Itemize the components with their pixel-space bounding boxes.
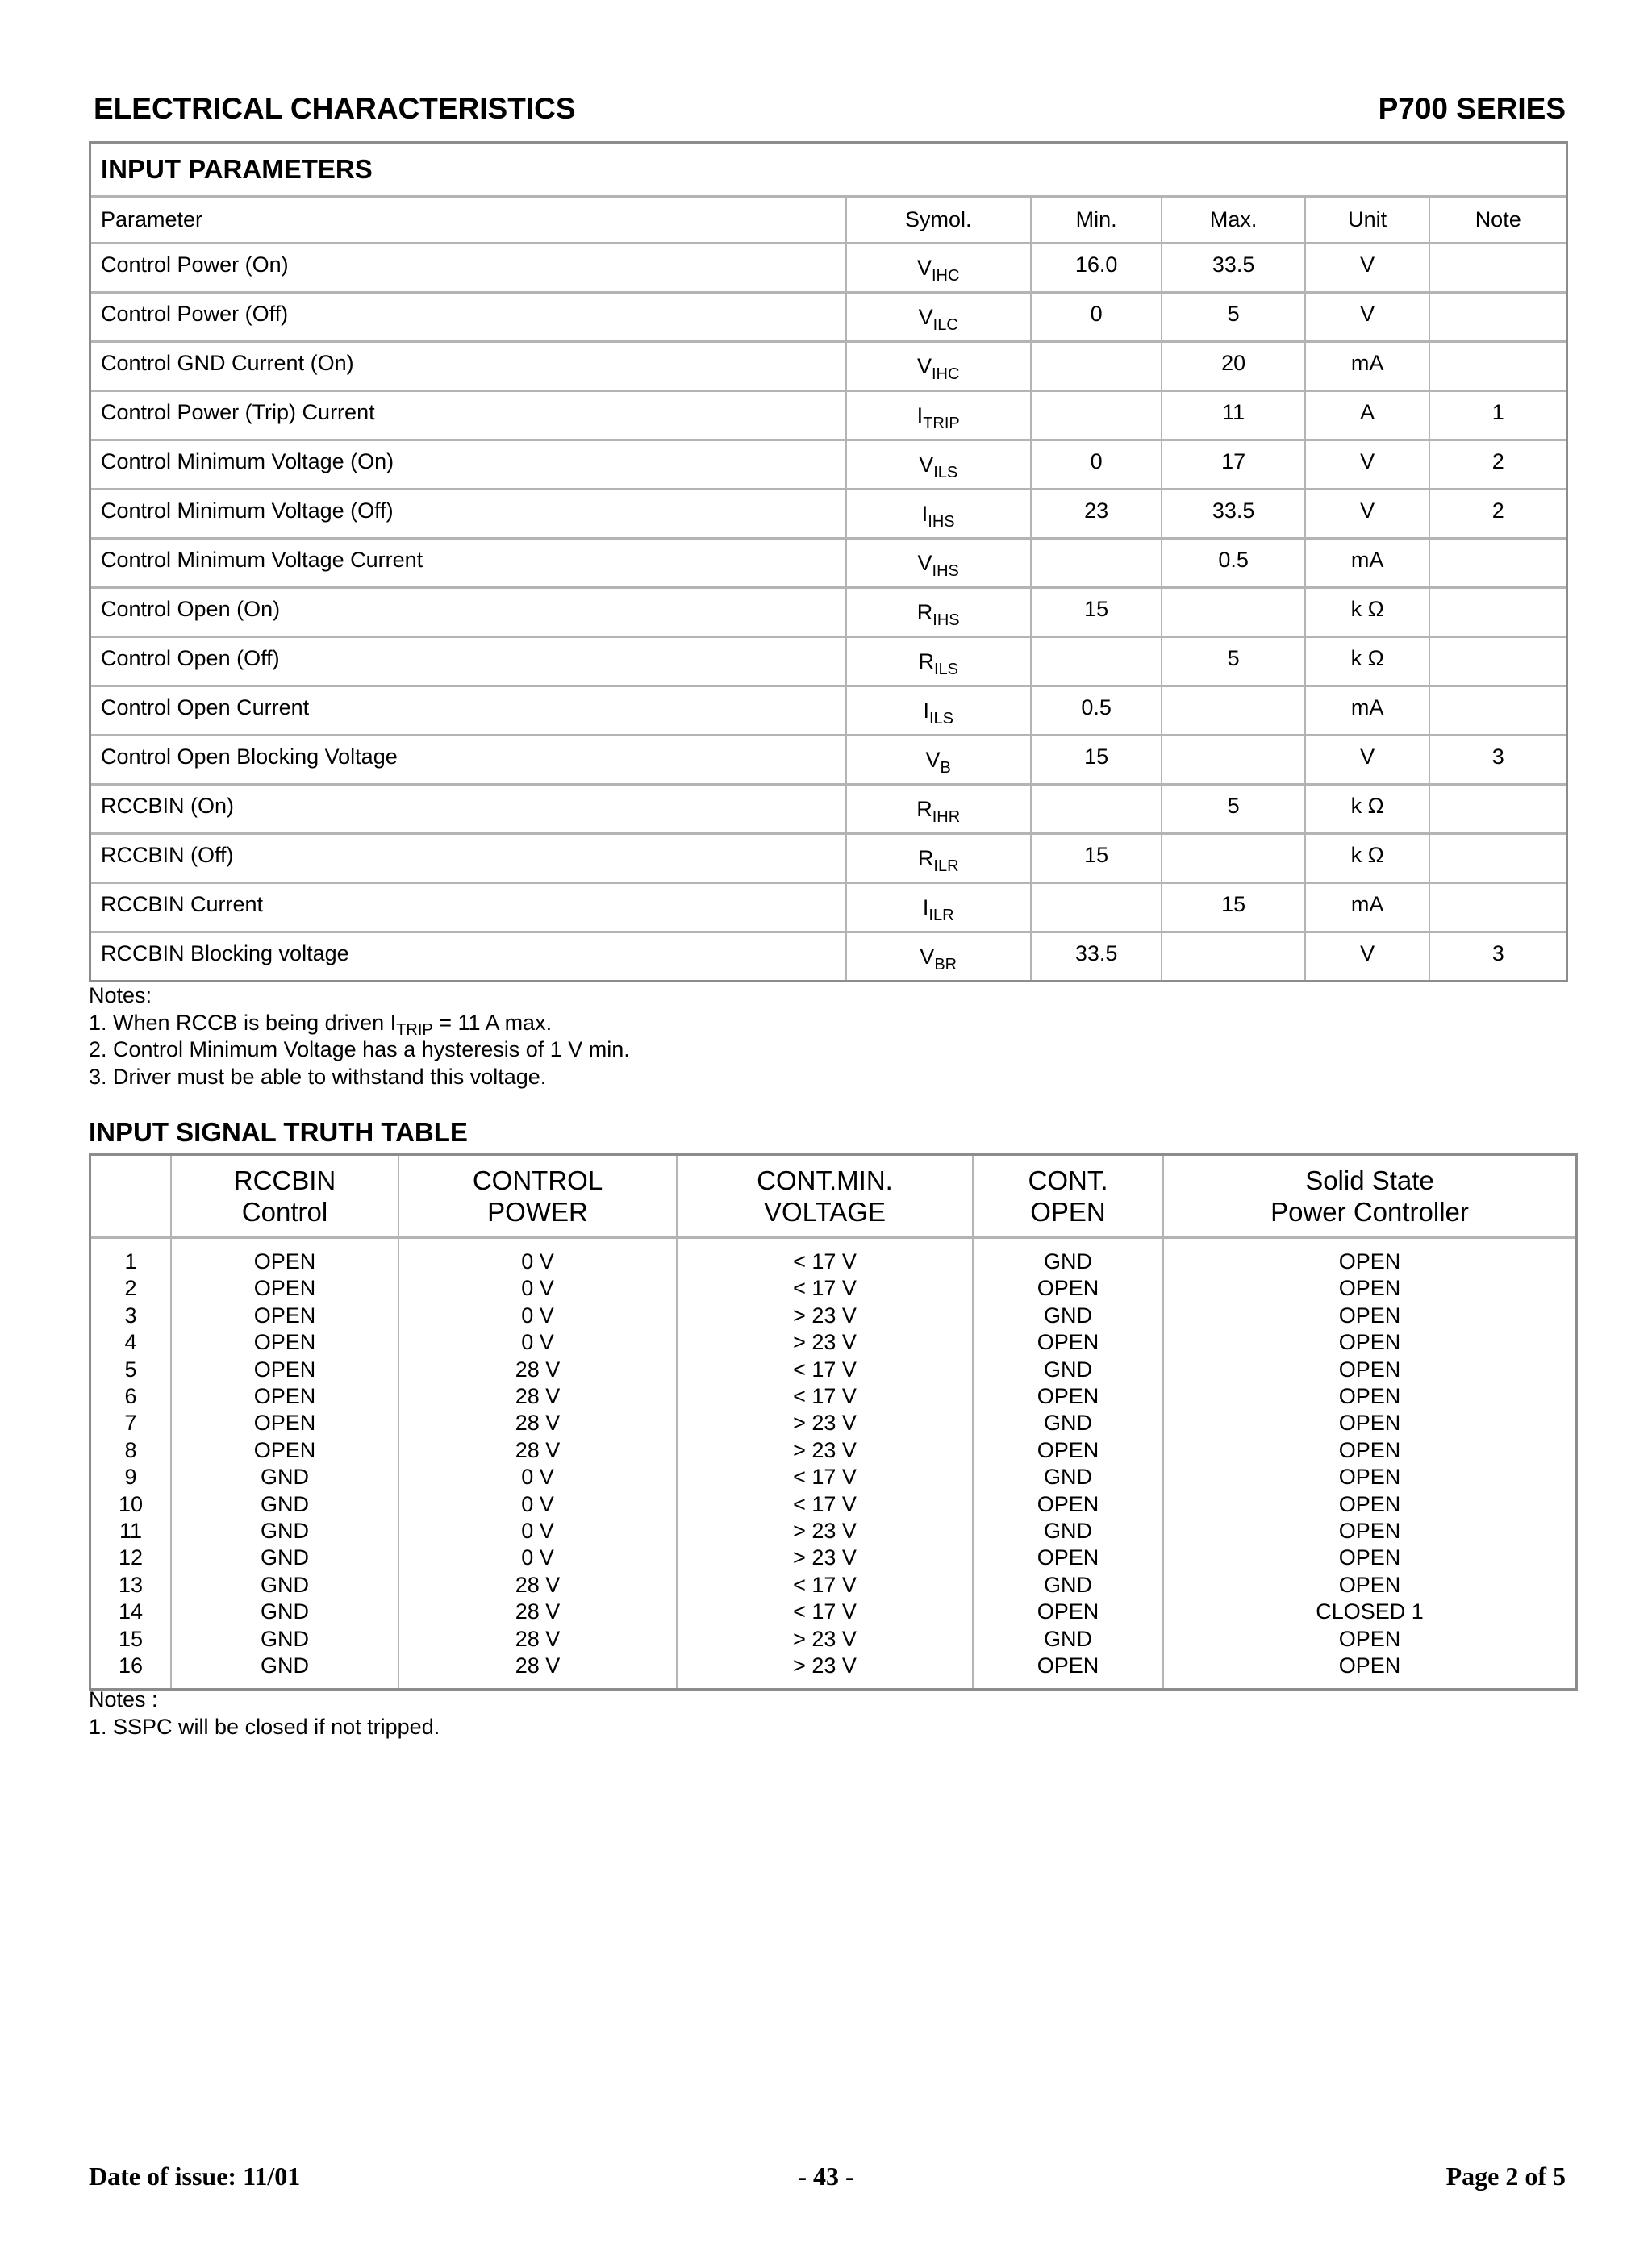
param-symbol: $V_{IHC}$ [847,343,1032,392]
param-symbol: $I_{ILR}$ [847,884,1032,933]
param-max: 0.5 [1162,540,1305,589]
param-name: Control Power (Trip) Current [91,392,847,441]
param-min: 0.5 [1032,687,1163,736]
param-unit: k Ω [1306,786,1431,835]
param-name: RCCBIN (On) [91,786,847,835]
param-name: Control Open Current [91,687,847,736]
param-min [1032,540,1163,589]
truth-table [89,1153,1578,1691]
param-symbol: $I_{IHS}$ [847,490,1032,540]
truth-col-header [91,1156,172,1239]
param-min: 33.5 [1032,933,1163,980]
param-min [1032,638,1163,687]
param-note [1430,294,1566,343]
truth-body-row [91,1239,1575,1688]
param-unit: mA [1306,343,1431,392]
note-3: 3. Driver must be able to withstand this voltage. [89,1064,547,1089]
table-row [91,540,1566,589]
param-note [1430,244,1566,294]
col-header: Max. [1162,198,1305,244]
param-max: 33.5 [1162,244,1305,294]
table-row [91,835,1566,884]
truth-col-header: Solid State Power Controller [1164,1156,1575,1239]
param-min [1032,343,1163,392]
param-unit: V [1306,933,1431,980]
note-1: 1. When RCCB is being driven $I_{TRIP} = 11$ A max. [89,1010,553,1039]
param-name: Control Minimum Voltage (On) [91,441,847,490]
param-max [1162,835,1305,884]
param-unit: mA [1306,687,1431,736]
param-symbol: $V_{ILC}$ [847,294,1032,343]
param-min [1032,392,1163,441]
param-name: Control Open (On) [91,589,847,638]
param-unit: k Ω [1306,589,1431,638]
param-max: 5 [1162,786,1305,835]
param-min: 15 [1032,736,1163,786]
table-row [91,441,1566,490]
truth-col-header: CONT. OPEN [974,1156,1164,1239]
param-unit: V [1306,490,1431,540]
footer-page-number: - 43 - [798,2162,854,2191]
table-row [91,392,1566,441]
param-max: 33.5 [1162,490,1305,540]
param-note: 2 [1430,441,1566,490]
param-symbol: $V_{IHC}$ [847,244,1032,294]
table-row [91,884,1566,933]
truth-col-minvolt: < 17 V < 17 V > 23 V > 23 V < 17 V < 17 V > 23 V > 23 V < 17 V < 17 V > 23 V > 23 V < 17 V < 17 V > 23 V > 23 V [678,1239,974,1688]
param-max: 5 [1162,638,1305,687]
param-symbol: $V_{ILS}$ [847,441,1032,490]
param-max [1162,933,1305,980]
param-name: Control Minimum Voltage (Off) [91,490,847,540]
table-row [91,933,1566,980]
param-unit: A [1306,392,1431,441]
col-header: Min. [1032,198,1163,244]
input-parameters-notes [89,982,630,1090]
notes-heading: Notes : [89,1687,158,1712]
truth-col-rccbin: OPEN OPEN OPEN OPEN OPEN OPEN OPEN OPEN GND GND GND GND GND GND GND GND [172,1239,399,1688]
param-name: RCCBIN Current [91,884,847,933]
param-note: 3 [1430,736,1566,786]
param-min: 0 [1032,294,1163,343]
param-max: 15 [1162,884,1305,933]
col-header: Symol. [847,198,1032,244]
param-name: Control Power (Off) [91,294,847,343]
param-unit: V [1306,294,1431,343]
param-name: Control GND Current (On) [91,343,847,392]
param-name: RCCBIN (Off) [91,835,847,884]
truth-header-row [91,1156,1575,1239]
param-symbol: $V_{BR}$ [847,933,1032,980]
param-name: Control Power (On) [91,244,847,294]
param-note [1430,835,1566,884]
param-min: 15 [1032,589,1163,638]
table-row [91,687,1566,736]
param-min: 23 [1032,490,1163,540]
param-unit: V [1306,736,1431,786]
param-min [1032,884,1163,933]
param-unit: k Ω [1306,835,1431,884]
col-header: Unit [1306,198,1431,244]
table-row [91,589,1566,638]
param-symbol: $V_B$ [847,736,1032,786]
param-min: 15 [1032,835,1163,884]
param-note [1430,884,1566,933]
truth-col-header: RCCBIN Control [172,1156,399,1239]
param-max [1162,736,1305,786]
table-row [91,736,1566,786]
param-name: Control Open (Off) [91,638,847,687]
param-note: 1 [1430,392,1566,441]
note-1: 1. SSPC will be closed if not tripped. [89,1714,440,1739]
truth-col-header: CONT.MIN. VOLTAGE [678,1156,974,1239]
table-row [91,638,1566,687]
param-max [1162,687,1305,736]
param-note [1430,589,1566,638]
table-header-row [91,198,1566,244]
param-name: RCCBIN Blocking voltage [91,933,847,980]
param-max [1162,589,1305,638]
param-name: Control Open Blocking Voltage [91,736,847,786]
truth-col-header: CONTROL POWER [399,1156,678,1239]
table-row [91,294,1566,343]
col-header: Note [1430,198,1566,244]
param-min: 0 [1032,441,1163,490]
param-max: 11 [1162,392,1305,441]
param-note: 3 [1491,941,1504,965]
truth-table-title: INPUT SIGNAL TRUTH TABLE [89,1117,468,1147]
param-unit: V [1306,441,1431,490]
param-name: Control Minimum Voltage Current [91,540,847,589]
param-symbol: $V_{IHS}$ [847,540,1032,589]
input-parameters-table [89,141,1568,982]
param-note [1430,343,1566,392]
param-note: 2 [1430,490,1566,540]
input-parameters-title: INPUT PARAMETERS [91,144,1566,198]
param-symbol: $R_{ILR}$ [847,835,1032,884]
table-row [91,490,1566,540]
note-2: 2. Control Minimum Voltage has a hysteresis of 1 V min. [89,1037,630,1061]
table-row [91,244,1566,294]
param-unit: V [1306,244,1431,294]
param-symbol: $R_{IHR}$ [847,786,1032,835]
param-unit: k Ω [1306,638,1431,687]
param-symbol: $I_{ILS}$ [847,687,1032,736]
table-row [91,786,1566,835]
param-unit: mA [1306,884,1431,933]
param-symbol: $I_{TRIP}$ [847,392,1032,441]
truth-col-index: 1 2 3 4 5 6 7 8 9 10 11 12 13 14 15 16 [91,1239,172,1688]
param-note [1430,638,1566,687]
table-row [91,343,1566,392]
param-unit: mA [1306,540,1431,589]
param-note [1430,687,1566,736]
param-note [1430,786,1566,835]
footer-date: Date of issue: 11/01 [89,2162,301,2191]
param-max: 17 [1162,441,1305,490]
truth-col-sspc: OPEN OPEN OPEN OPEN OPEN OPEN OPEN OPEN OPEN OPEN OPEN OPEN OPEN CLOSED 1 OPEN OPEN [1316,1249,1424,1678]
param-min: 16.0 [1032,244,1163,294]
param-symbol: $R_{ILS}$ [847,638,1032,687]
truth-col-open: GND OPEN GND OPEN GND OPEN GND OPEN GND OPEN GND OPEN GND OPEN GND OPEN [974,1239,1164,1688]
notes-heading: Notes: [89,983,152,1007]
truth-table-notes [89,1687,440,1741]
param-symbol: $R_{IHS}$ [847,589,1032,638]
param-min [1032,786,1163,835]
section-title: ELECTRICAL CHARACTERISTICS [94,92,576,125]
param-max: 20 [1162,343,1305,392]
footer-page-count: Page 2 of 5 [1446,2162,1566,2191]
param-max: 5 [1162,294,1305,343]
col-header: Parameter [91,198,847,244]
series-title: P700 SERIES [1378,92,1566,125]
truth-col-power: 0 V 0 V 0 V 0 V 28 V 28 V 28 V 28 V 0 V 0 V 0 V 0 V 28 V 28 V 28 V 28 V [399,1239,678,1688]
param-note [1430,540,1566,589]
